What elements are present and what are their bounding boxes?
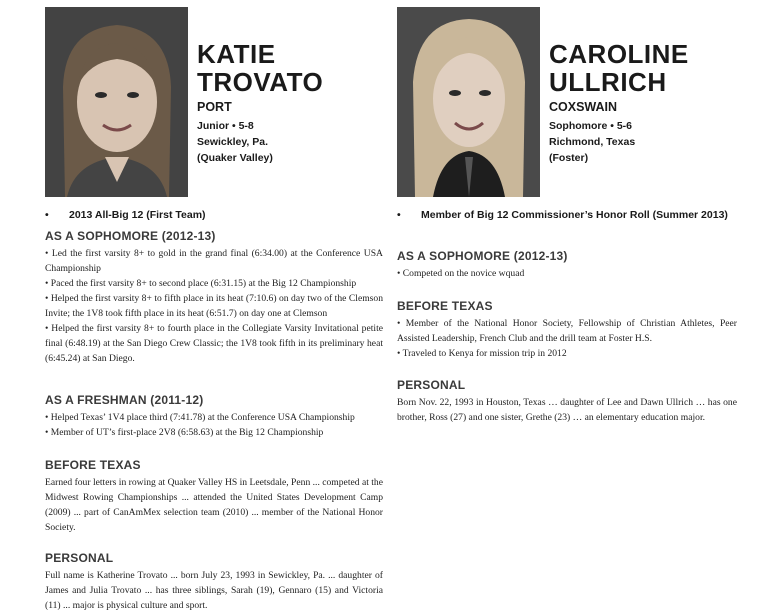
athlete-profile-trovato xyxy=(45,0,383,611)
section-title: PERSONAL xyxy=(45,551,114,565)
honor-line xyxy=(45,209,383,221)
profile-header xyxy=(397,0,737,200)
last-name: TROVATO xyxy=(197,67,324,97)
athlete-photo xyxy=(397,7,540,197)
section-item: • Helped the first varsity 8+ to fourth place in the Collegiate Varsity Invitational petite final (6:48.19) at the San Diego Crew Classic; the 1V8 took fifth in its preliminary heat (6:45.24) at San Diego. xyxy=(45,323,383,364)
section-item: Earned four letters in rowing at Quaker Valley HS in Leetsdale, Penn ... competed at the Midwest Rowing Championships ... attended the United States Development Camp (2009) ... part of CanAmMex selection team (2010) ... member of the National Honor Society. xyxy=(45,477,383,533)
section-sophomore xyxy=(397,249,737,281)
athlete-profile-ullrich xyxy=(397,0,737,423)
section-title: AS A FRESHMAN (2011-12) xyxy=(45,393,204,407)
athlete-info xyxy=(549,118,635,166)
section-title: BEFORE TEXAS xyxy=(397,299,493,313)
section-item: • Competed on the novice wquad xyxy=(397,268,525,279)
honor-text: 2013 All-Big 12 (First Team) xyxy=(69,209,206,221)
high-school: (Quaker Valley) xyxy=(197,152,273,164)
section-freshman xyxy=(45,393,383,440)
profile-header xyxy=(45,0,383,200)
section-item: • Member of UT’s first-place 2V8 (6:58.63) at the Big 12 Championship xyxy=(45,427,324,438)
section-item: Born Nov. 22, 1993 in Houston, Texas … daughter of Lee and Dawn Ullrich … has one brother, Ross (27) and one sister, Grethe (23) … an elementary education major. xyxy=(397,397,737,423)
section-item: • Helped the first varsity 8+ to fifth place in its heat (7:10.6) on day two of the Clemson Invite; the 1V8 took fifth place in its heat (6:51.7) on day one at Clemson xyxy=(45,293,383,319)
section-personal xyxy=(45,551,383,613)
last-name: ULLRICH xyxy=(549,67,667,97)
athlete-position: COXSWAIN xyxy=(549,100,618,114)
athlete-name xyxy=(549,40,689,96)
section-title: PERSONAL xyxy=(397,378,466,392)
section-item: • Traveled to Kenya for mission trip in 2012 xyxy=(397,348,567,359)
section-title: AS A SOPHOMORE (2012-13) xyxy=(45,229,216,243)
athlete-name xyxy=(197,40,323,96)
section-item: • Paced the first varsity 8+ to second place (6:31.15) at the Big 12 Championship xyxy=(45,278,357,289)
hometown: Richmond, Texas xyxy=(549,136,636,148)
section-sophomore xyxy=(45,229,383,366)
portrait-photo-icon xyxy=(397,7,540,197)
honor-bullet: • xyxy=(397,209,401,221)
honor-text: Member of Big 12 Commissioner’s Honor Roll (Summer 2013) xyxy=(421,209,728,221)
hometown: Sewickley, Pa. xyxy=(197,136,269,148)
section-title: AS A SOPHOMORE (2012-13) xyxy=(397,249,568,263)
section-title: BEFORE TEXAS xyxy=(45,458,141,472)
section-before-texas xyxy=(45,458,383,535)
honor-line xyxy=(397,209,737,221)
high-school: (Foster) xyxy=(549,152,589,164)
first-name: KATIE xyxy=(197,39,276,69)
class-height: Sophomore • 5-6 xyxy=(549,120,633,132)
section-item: • Led the first varsity 8+ to gold in the grand final (6:34.00) at the Conference USA Championship xyxy=(45,248,383,274)
section-personal xyxy=(397,378,737,425)
first-name: CAROLINE xyxy=(549,39,689,69)
athlete-position: PORT xyxy=(197,100,232,114)
athlete-info xyxy=(197,118,273,166)
portrait-photo-icon xyxy=(45,7,188,197)
class-height: Junior • 5-8 xyxy=(197,120,254,132)
section-item: • Member of the National Honor Society, Fellowship of Christian Athletes, Peer Assisted Leadership, French Club and the drill team at Foster H.S. xyxy=(397,318,737,344)
section-item: Full name is Katherine Trovato ... born July 23, 1993 in Sewickley, Pa. ... daughter of James and Julia Trovato ... has three siblings, Sarah (19), Gennaro (15) and Victoria (11) ... major is physical culture and sport. xyxy=(45,570,383,611)
athlete-photo xyxy=(45,7,188,197)
honor-bullet: • xyxy=(45,209,49,221)
section-before-texas xyxy=(397,299,737,361)
section-item: • Helped Texas’ 1V4 place third (7:41.78) at the Conference USA Championship xyxy=(45,412,355,423)
